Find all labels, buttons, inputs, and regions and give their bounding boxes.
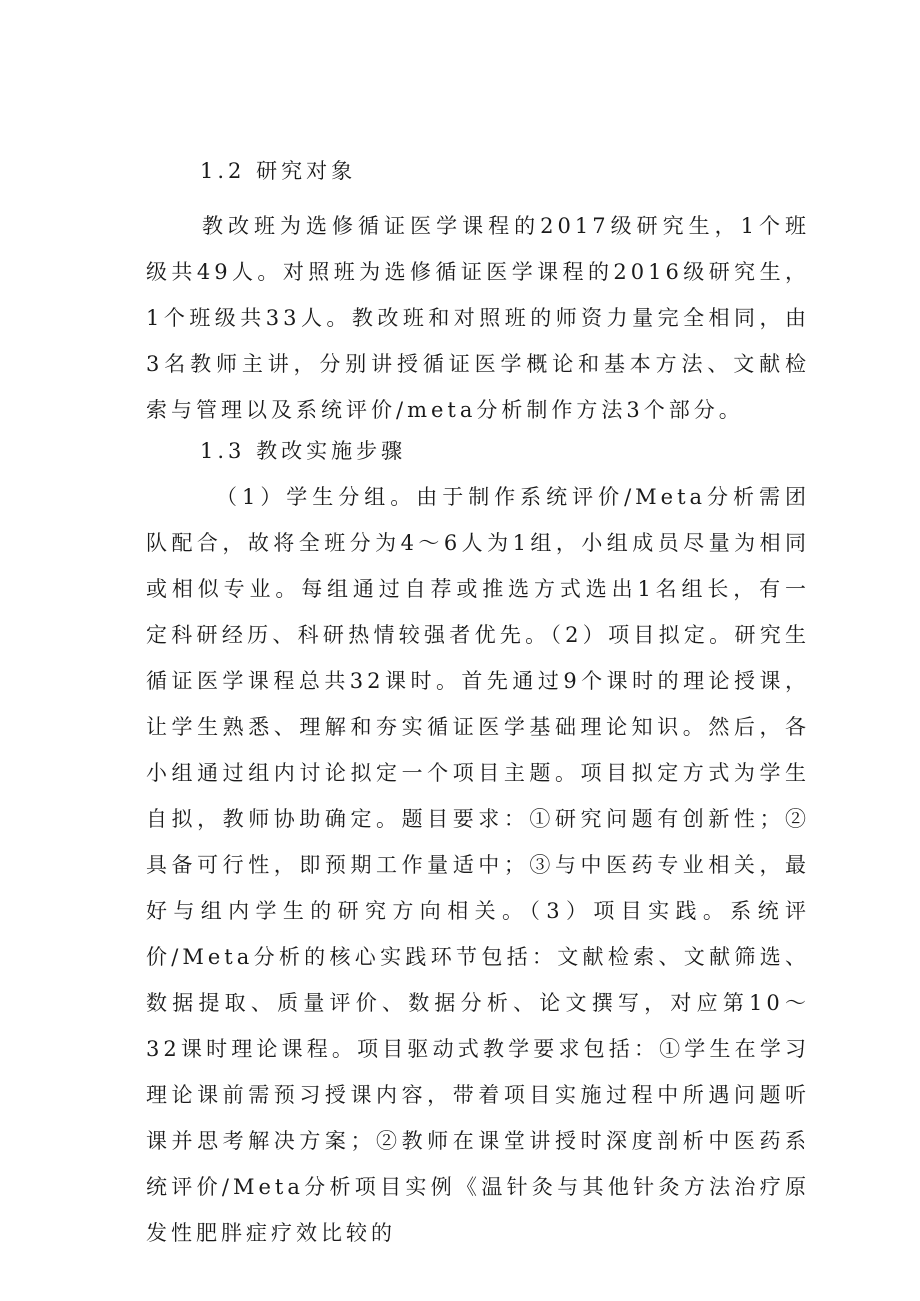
paragraph-research-subjects: 教改班为选修循证医学课程的2017级研究生，1个班级共49人。对照班为选修循证医学课程的2016级研究生，1个班级共33人。教改班和对照班的师资力量完全相同，由3名教师主讲，分别讲授循证医学概论和基本方法、文献检索与管理以及系统评价/meta分析制作方法3个部分。 <box>146 214 810 422</box>
section-heading-1-3: 1.3 教改实施步骤 <box>200 439 407 463</box>
section-heading-1-2: 1.2 研究对象 <box>200 159 357 183</box>
paragraph-implementation-steps: （1）学生分组。由于制作系统评价/Meta分析需团队配合，故将全班分为4～6人为1组，小组成员尽量为相同或相似专业。每组通过自荐或推选方式选出1名组长，有一定科研经历、科研热情较强者优先。（2）项目拟定。研究生循证医学课程总共32课时。首先通过9个课时的理论授课，让学生熟悉、理解和夯实循证医学基础理论知识。然后，各小组通过组内讨论拟定一个项目主题。项目拟定方式为学生自拟，教师协助确定。题目要求：①研究问题有创新性；②具备可行性，即预期工作量适中；③与中医药专业相关，最好与组内学生的研究方向相关。（3）项目实践。系统评价/Meta分析的核心实践环节包括：文献检索、文献筛选、数据提取、质量评价、数据分析、论文撰写，对应第10～32课时理论课程。项目驱动式教学要求包括：①学生在学习理论课前需预习授课内容，带着项目实施过程中所遇问题听课并思考解决方案；②教师在课堂讲授时深度剖析中医药系统评价/Meta分析项目实例《温针灸与其他针灸方法治疗原发性肥胖症疗效比较的 <box>146 485 810 1245</box>
